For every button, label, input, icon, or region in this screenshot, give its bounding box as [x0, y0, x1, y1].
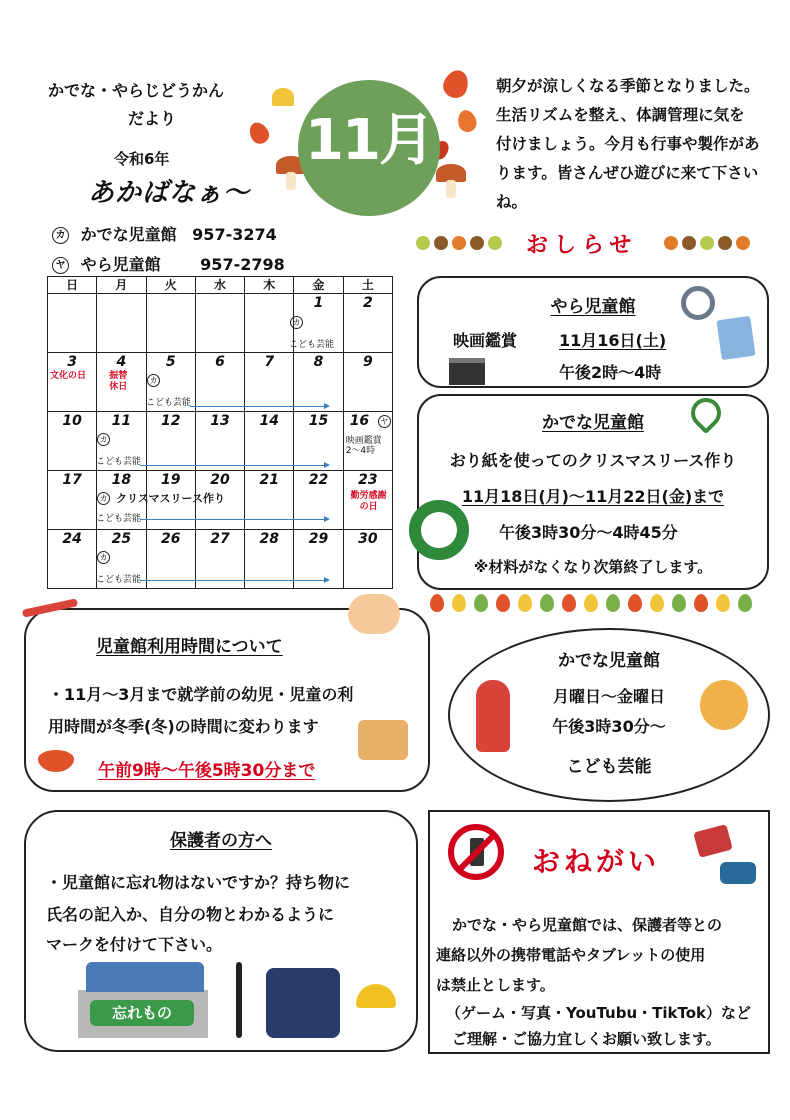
geinou-label: こども芸能: [96, 457, 142, 467]
spinning-top-icon: [38, 750, 74, 772]
day-number: 5: [165, 354, 176, 370]
geinou-info-box: [448, 628, 770, 802]
parents-text-line2: 氏名の記入か、自分の物とわかるように: [46, 905, 335, 924]
fruit-row-decoration: [416, 232, 516, 252]
day-number: 11: [111, 413, 132, 429]
yara-mark-icon: ヤ: [378, 415, 391, 428]
calendar-cell: [343, 353, 392, 412]
calendar-cell: [48, 530, 97, 589]
geinou-label: こども芸能: [146, 398, 192, 408]
calendar-header-row: [48, 277, 393, 294]
movie-event-note: 映画鑑賞 2～4時: [345, 436, 382, 456]
yara-mark: ヤ: [52, 257, 69, 274]
calendar-cell: [195, 353, 244, 412]
calendar-cell: [343, 412, 392, 471]
intro-text: 朝夕が涼しくなる季節となりました。生活リズムを整え、体調管理に気を付けましょう。今月も行事や製作があります。皆さんぜひ遊びに来て下さいね。: [496, 77, 760, 211]
weekday-thu: 木: [245, 277, 294, 294]
wreath-event-time: 午後3時30分～4時45分: [499, 523, 678, 542]
clapperboard-icon: [449, 358, 485, 385]
wreath-event-dates: 11月18日(月)～11月22日(金)まで: [461, 487, 725, 506]
day-number: 16: [349, 413, 370, 429]
newsletter-title-line2: だより: [128, 109, 177, 128]
wreath-event-title: おり紙を使ってのクリスマスリース作り: [449, 451, 737, 470]
day-number: 2: [362, 295, 373, 311]
no-phone-icon: [448, 824, 504, 880]
kadena-mark-icon: カ: [97, 492, 110, 505]
weekday-tue: 火: [146, 277, 195, 294]
day-number: 14: [259, 413, 279, 429]
cap-icon: [356, 984, 396, 1008]
oshirase-title: おしらせ: [526, 233, 638, 258]
day-number: 6: [215, 354, 225, 370]
kadena-wreath-box: [417, 394, 769, 590]
day-number: 28: [259, 531, 279, 547]
day-number: 12: [160, 413, 181, 429]
hours-text-line1: ・11月～3月まで就学前の幼児・児童の利: [48, 685, 354, 704]
calendar-table: [47, 276, 393, 589]
wreath-event-label: クリスマスリース作り: [116, 492, 226, 505]
kadena-mark-icon: カ: [97, 551, 110, 564]
weekday-wed: 水: [195, 277, 244, 294]
calendar-cell: [294, 353, 343, 412]
geinou-label: こども芸能: [96, 575, 142, 585]
maple-leaf-icon: [246, 119, 273, 147]
calendar-cell: [48, 353, 97, 412]
calendar-cell: [245, 471, 294, 530]
hours-box-title: 児童館利用時間について: [96, 637, 283, 657]
day-number: 30: [358, 531, 378, 547]
calendar-week-2: [48, 353, 393, 412]
geinou-arrow: [140, 465, 328, 466]
day-number: 1: [313, 295, 324, 311]
yara-name: やら児童館: [80, 255, 161, 274]
request-box: [428, 810, 770, 1054]
newsletter-title-line1: かでな・やらじどうかん: [48, 81, 225, 100]
yara-phone: 957-2798: [200, 255, 285, 274]
geinou-time: 午後3時30分～: [552, 717, 666, 736]
yara-event-name: 映画鑑賞: [453, 331, 518, 350]
jacket-icon: [266, 968, 340, 1038]
request-text-line5: ご理解・ご協力宜しくお願い致します。: [452, 1030, 721, 1048]
kadena-mark-icon: カ: [147, 374, 160, 387]
calendar-cell: [343, 471, 392, 530]
leaf-garland-decoration: [430, 594, 770, 614]
lost-items-box: [78, 990, 208, 1038]
weekday-mon: 月: [97, 277, 146, 294]
calendar-cell: [195, 412, 244, 471]
calendar-cell: [48, 471, 97, 530]
day-number: 10: [62, 413, 82, 429]
request-text-line1: かでな・やら児童館では、保護者等との: [452, 916, 723, 934]
calendar-cell: [195, 294, 244, 353]
weekday-fri: 金: [294, 277, 343, 294]
day-number: 27: [210, 531, 230, 547]
calendar-cell: [294, 471, 343, 530]
contact-kadena: [52, 222, 277, 245]
hours-text-line2: 用時間が冬季(冬)の時間に変わります: [48, 717, 319, 736]
day-number: 25: [111, 531, 132, 547]
calendar-cell: [343, 530, 392, 589]
holiday-kinrou: 勤労感謝の日: [350, 491, 387, 512]
umbrella-icon: [236, 962, 242, 1038]
maple-leaf-icon: [440, 67, 472, 102]
dancer-icon: [476, 680, 510, 752]
day-number: 23: [358, 472, 378, 488]
calendar-cell: [245, 353, 294, 412]
geinou-arrow: [140, 519, 328, 520]
day-number: 19: [160, 472, 181, 488]
calendar-week-1: [48, 294, 393, 353]
parents-text-line1: ・児童館に忘れ物はないですか？持ち物に: [46, 873, 351, 892]
request-text-line2: 連絡以外の携帯電話やタブレットの使用: [436, 946, 706, 964]
kadena-mark-icon: カ: [97, 433, 110, 446]
kadena-phone: 957-3274: [192, 225, 277, 244]
kids-playing-icon: [348, 594, 400, 634]
day-number: 21: [259, 472, 279, 488]
greeting-text: あかばなぁ～: [88, 178, 251, 208]
mushroom-stem: [286, 172, 296, 190]
contact-yara: [52, 252, 285, 275]
kadena-name: かでな児童館: [80, 225, 177, 244]
geinou-box-title: かでな児童館: [558, 651, 660, 671]
toys-icon: [358, 720, 408, 760]
film-reel-icon: [681, 286, 715, 320]
request-title: おねがい: [532, 845, 661, 878]
parents-box-title: 保護者の方へ: [170, 831, 272, 851]
yara-event-box: [417, 276, 769, 388]
yara-event-date: 11月16日(土): [559, 331, 667, 350]
day-number: 7: [264, 354, 275, 370]
lost-items-label: 忘れもの: [90, 1000, 194, 1026]
day-number: 4: [116, 354, 127, 370]
game-device-icon: [693, 824, 733, 858]
christmas-wreath-icon: [409, 500, 469, 560]
request-text-line4: （ゲーム・写真・YouTubu・TikTok）など: [446, 1004, 752, 1022]
day-number: 9: [362, 354, 373, 370]
weekday-sat: 土: [343, 277, 392, 294]
day-number: 26: [160, 531, 181, 547]
holiday-furikae: 振替休日: [109, 371, 128, 392]
kadena-mark: カ: [52, 227, 69, 244]
calendar-cell: [146, 412, 195, 471]
calendar-cell: [146, 294, 195, 353]
ginkgo-leaf-icon: [272, 88, 294, 106]
request-text-line3: は禁止とします。: [436, 976, 555, 994]
day-number: 8: [313, 354, 324, 370]
day-number: 20: [210, 472, 230, 488]
yara-box-title: やら児童館: [550, 297, 636, 317]
calendar-cell: [245, 412, 294, 471]
day-number: 17: [62, 472, 82, 488]
weekday-sun: 日: [48, 277, 97, 294]
hours-info-box: [24, 608, 430, 792]
parents-info-box: [24, 810, 418, 1052]
geinou-label: こども芸能: [289, 340, 335, 350]
calendar-cell: [294, 412, 343, 471]
calendar-cell: [48, 412, 97, 471]
mushroom-stem: [446, 180, 456, 198]
fruit-row-decoration: [664, 232, 764, 252]
day-number: 15: [308, 413, 329, 429]
bags-icon: [86, 962, 204, 992]
movie-ticket-icon: [716, 316, 755, 360]
wreath-event-note: ※材料がなくなり次第終了します。: [473, 558, 713, 576]
geinou-days: 月曜日～金曜日: [552, 687, 665, 706]
calendar-cell: [343, 294, 392, 353]
month-label: 11月: [305, 108, 433, 173]
hours-time: 午前9時～午後5時30分まで: [98, 761, 316, 781]
calendar-cell: [97, 294, 146, 353]
era-label: 令和6年: [114, 150, 170, 168]
day-number: 22: [308, 472, 329, 488]
day-number: 3: [67, 354, 78, 370]
holiday-bunka: 文化の日: [50, 371, 87, 381]
geinou-label: こども芸能: [96, 514, 142, 524]
parents-text-line3: マークを付けて下さい。: [46, 935, 223, 954]
day-number: 24: [62, 531, 82, 547]
game-device-icon: [720, 862, 756, 884]
shisa-icon: [700, 680, 748, 730]
geinou-event: こども芸能: [566, 757, 652, 777]
day-number: 13: [210, 413, 230, 429]
day-number: 29: [308, 531, 329, 547]
calendar-cell: [245, 294, 294, 353]
yara-event-time: 午後2時～4時: [559, 363, 662, 382]
calendar-cell: [48, 294, 97, 353]
maple-leaf-icon: [455, 108, 478, 134]
day-number: 18: [111, 472, 132, 488]
geinou-arrow: [190, 406, 328, 407]
geinou-arrow: [140, 580, 328, 581]
kadena-box-title: かでな児童館: [542, 413, 644, 433]
calendar-cell: [97, 353, 146, 412]
kadena-mark-icon: カ: [290, 316, 303, 329]
